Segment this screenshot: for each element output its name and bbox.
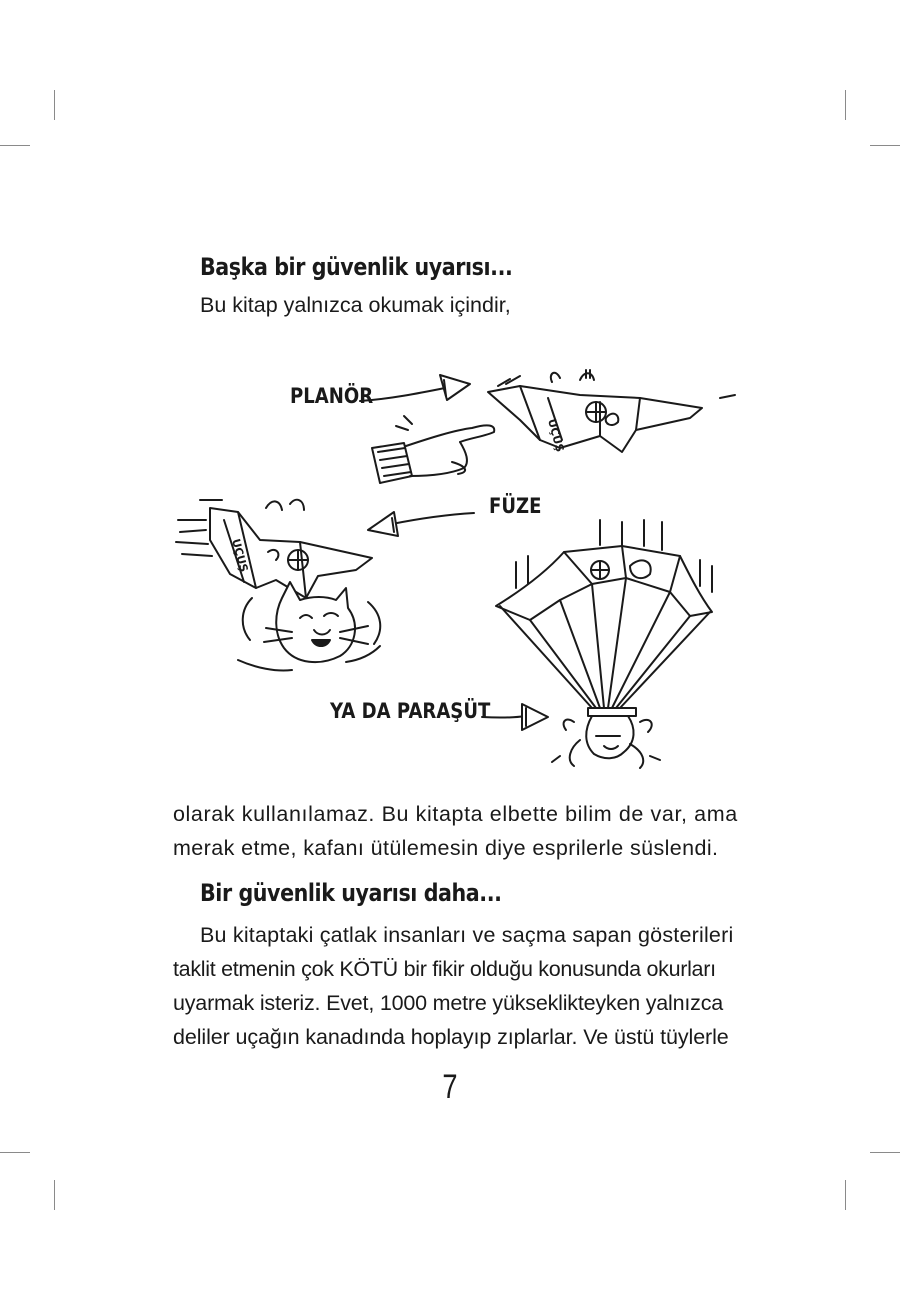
pointing-hand-icon: [372, 416, 494, 483]
book-cover-label: UÇUŞ: [545, 417, 567, 454]
rocket-arrow-icon: [368, 512, 474, 536]
text-line-content: merak etme, kafanı ütülemesin diye esprilerle süslendi.: [173, 836, 719, 860]
text-line: [173, 831, 726, 865]
rocket-label: FÜZE: [489, 494, 542, 518]
section-heading: Başka bir güvenlik uyarısı...: [200, 253, 513, 281]
text-line-content: deliler uçağın kanadında hoplayıp zıplarlar. Ve üstü tüylerle: [173, 1025, 729, 1049]
parachute-label: YA DA PARAŞÜT: [330, 699, 491, 723]
lead-sentence: Bu kitap yalnızca okumak içindir,: [200, 293, 511, 317]
text-line: [173, 918, 733, 952]
mouse-icon: [552, 708, 660, 768]
text-line: [173, 797, 738, 831]
section-heading: Bir güvenlik uyarısı daha...: [200, 879, 502, 907]
parachute-arrow-icon: [482, 704, 548, 730]
glider-arrow-icon: [360, 375, 470, 401]
text-line-content: Bu kitaptaki çatlak insanları ve saçma sapan gösterileri: [200, 923, 734, 947]
text-line-content: olarak kullanılamaz. Bu kitapta elbette bilim de var, ama: [173, 802, 738, 826]
paragraph: [173, 797, 738, 865]
paragraph: [173, 918, 733, 1054]
text-line-content: taklit etmenin çok KÖTÜ bir fikir olduğu konusunda okurları: [173, 957, 716, 981]
book-cover-label: UÇUŞ: [229, 537, 251, 574]
glider-label: PLANÖR: [290, 384, 374, 408]
text-line: [173, 952, 733, 986]
rocket-book-icon: [176, 500, 372, 598]
text-line: [173, 1020, 733, 1054]
page-number: 7: [442, 1068, 458, 1106]
glider-book-icon: [488, 370, 735, 454]
cat-icon: [238, 582, 380, 671]
text-line: [173, 986, 733, 1020]
text-line-content: uyarmak isteriz. Evet, 1000 metre yükseklikteyken yalnızca: [173, 991, 724, 1015]
